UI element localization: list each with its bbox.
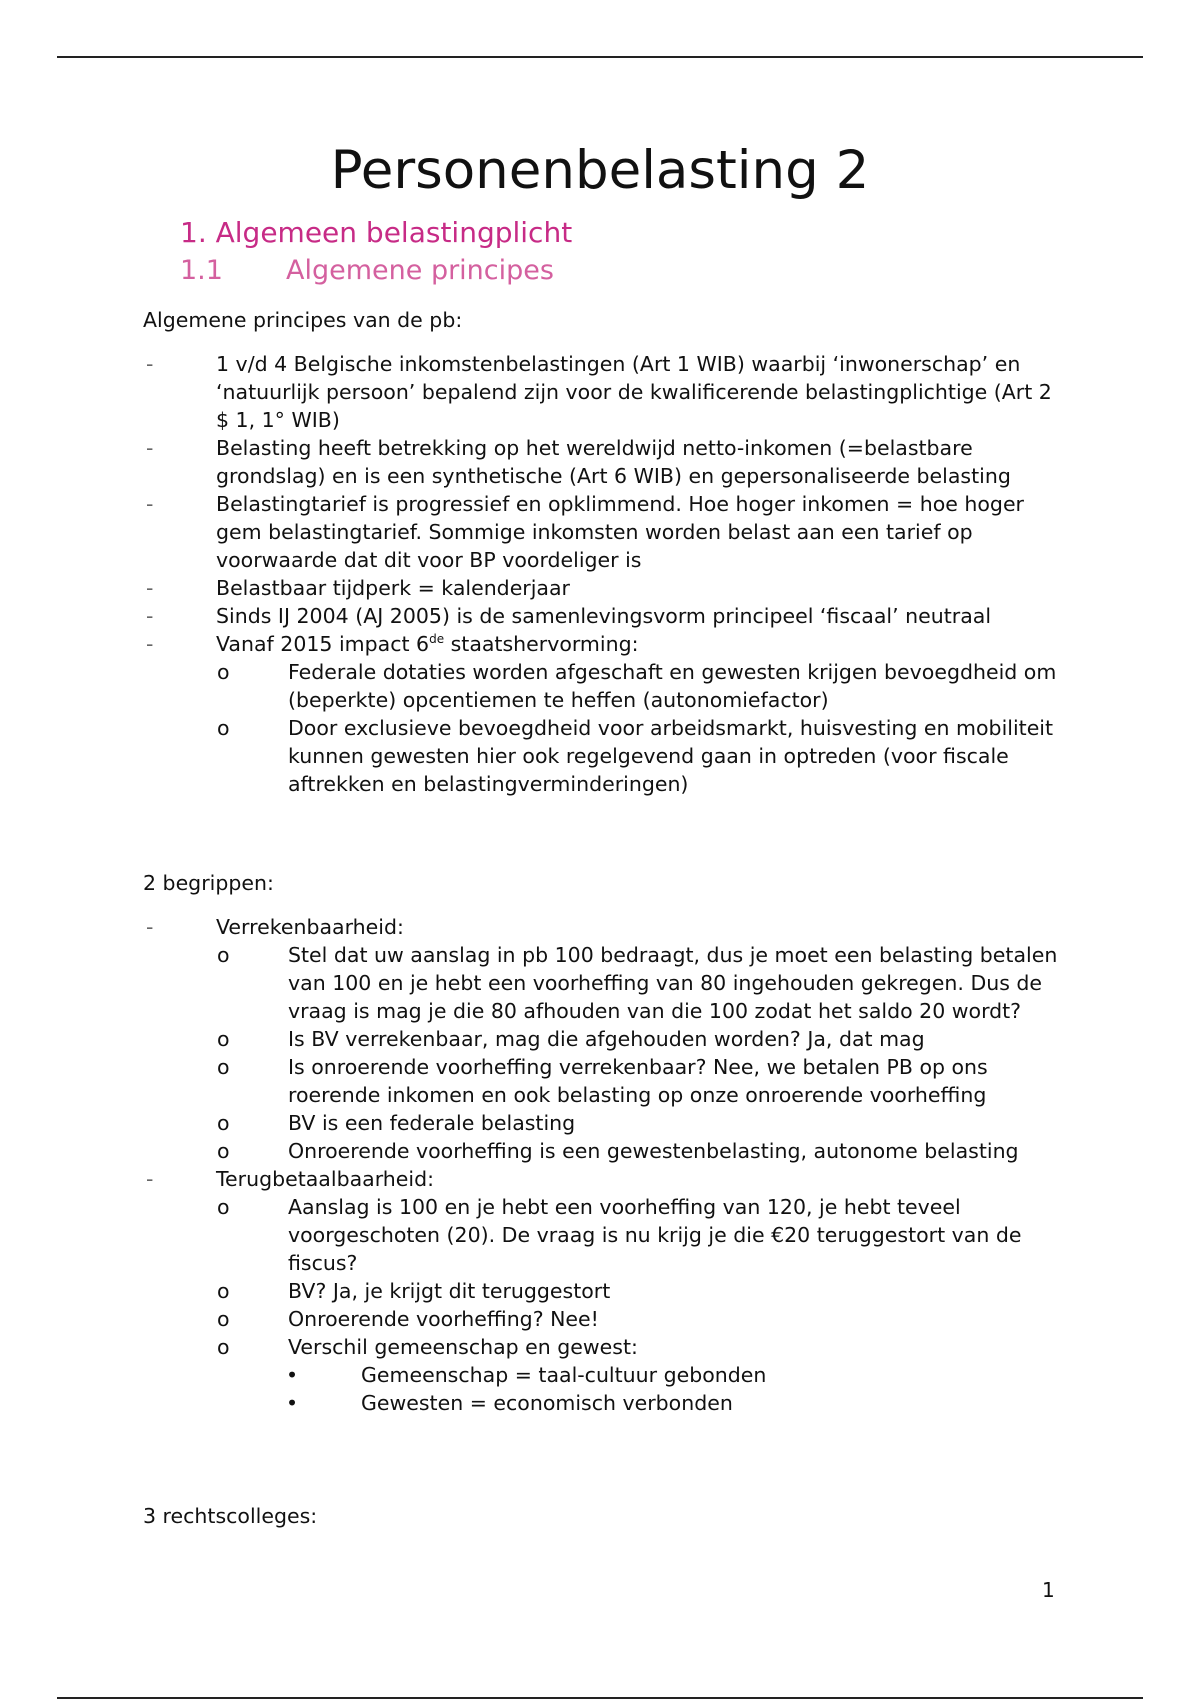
list-item-text: Terugbetaalbaarheid:: [216, 1167, 434, 1191]
circle-bullet: o: [217, 1307, 230, 1331]
circle-bullet: o: [217, 1111, 230, 1135]
sub-list-item: [143, 941, 1063, 1025]
circle-bullet: o: [217, 716, 230, 740]
list-item: [143, 350, 1063, 434]
circle-bullet: o: [217, 1279, 230, 1303]
list-item-text: [216, 632, 639, 656]
sub-list-item: [143, 1137, 1063, 1165]
principes-list: [143, 350, 1063, 798]
circle-bullet: o: [217, 1195, 230, 1219]
begrippen-intro: 2 begrippen:: [143, 871, 274, 895]
sub-list-item: [143, 1109, 1063, 1137]
list-item-text: Gemeenschap = taal-cultuur gebonden: [361, 1363, 767, 1387]
dash-bullet: -: [146, 915, 154, 939]
page-title: Personenbelasting 2: [330, 140, 870, 201]
sub-list-item: [143, 658, 1063, 714]
staatshervorming-suffix: staatshervorming:: [444, 632, 639, 656]
sub-sub-list-item: [143, 1361, 1063, 1389]
circle-bullet: o: [217, 1139, 230, 1163]
header-rule: [57, 56, 1143, 58]
circle-bullet: o: [217, 1335, 230, 1359]
list-item: [143, 602, 1063, 630]
list-item-text: Belastbaar tijdperk = kalenderjaar: [216, 576, 570, 600]
list-item-text: BV is een federale belasting: [288, 1111, 576, 1135]
dash-bullet: -: [146, 352, 154, 376]
list-item-text: Verschil gemeenschap en gewest:: [288, 1335, 638, 1359]
list-item-text: Sinds IJ 2004 (AJ 2005) is de samenlevingsvorm principeel ‘fiscaal’ neutraal: [216, 604, 992, 628]
begrippen-list: [143, 913, 1063, 1417]
dash-bullet: -: [146, 492, 154, 516]
list-item-text: Verrekenbaarheid:: [216, 915, 404, 939]
list-item-text: Belasting heeft betrekking op het wereldwijd netto-inkomen (=belastbare grondslag) en is een synthetische (Art 6 WIB) en gepersonaliseerde belasting: [216, 436, 1011, 488]
list-item-text: Door exclusieve bevoegdheid voor arbeidsmarkt, huisvesting en mobiliteit kunnen gewesten hier ook regelgevend gaan in optreden (voor fiscale aftrekken en belastingverminderingen): [288, 716, 1054, 796]
page-number: 1: [1042, 1578, 1055, 1602]
list-item: [143, 913, 1063, 941]
list-item: [143, 490, 1063, 574]
list-item-text: Federale dotaties worden afgeschaft en gewesten krijgen bevoegdheid om (beperkte) opcentiemen te heffen (autonomiefactor): [288, 660, 1057, 712]
footer-rule: [57, 1697, 1143, 1699]
list-item: [143, 630, 1063, 658]
list-item: [143, 574, 1063, 602]
principes-intro: Algemene principes van de pb:: [143, 308, 463, 332]
list-item-text: Stel dat uw aanslag in pb 100 bedraagt, dus je moet een belasting betalen van 100 en je hebt een voorheffing van 80 ingehouden gekregen. Dus de vraag is mag je die 80 afhouden van die 100 zodat het saldo 20 wordt?: [288, 943, 1058, 1023]
sub-list-item: [143, 1305, 1063, 1333]
list-item-text: Belastingtarief is progressief en opklimmend. Hoe hoger inkomen = hoe hoger gem belastingtarief. Sommige inkomsten worden belast aan een tarief op voorwaarde dat dit voor BP voordeliger is: [216, 492, 1024, 572]
list-item-text: Is onroerende voorheffing verrekenbaar? Nee, we betalen PB op ons roerende inkomen en ook belasting op onze onroerende voorheffing: [288, 1055, 988, 1107]
list-item-text: Is BV verrekenbaar, mag die afgehouden worden? Ja, dat mag: [288, 1027, 925, 1051]
section-heading: 1. Algemeen belastingplicht: [180, 216, 573, 249]
subsection-number: 1.1: [180, 255, 223, 286]
circle-bullet: o: [217, 1055, 230, 1079]
sub-list-item: [143, 714, 1063, 798]
circle-bullet: o: [217, 943, 230, 967]
list-item: [143, 434, 1063, 490]
ordinal-superscript: de: [429, 632, 445, 647]
sub-list-item: [143, 1277, 1063, 1305]
staatshervorming-prefix: Vanaf 2015 impact 6: [216, 632, 430, 656]
list-item-text: Gewesten = economisch verbonden: [361, 1391, 733, 1415]
list-item-text: Onroerende voorheffing is een gewestenbelasting, autonome belasting: [288, 1139, 1019, 1163]
circle-bullet: o: [217, 1027, 230, 1051]
dash-bullet: -: [146, 1167, 154, 1191]
circle-bullet: o: [217, 660, 230, 684]
rechtscolleges-intro: 3 rechtscolleges:: [143, 1504, 318, 1528]
dash-bullet: -: [146, 576, 154, 600]
list-item-text: BV? Ja, je krijgt dit teruggestort: [288, 1279, 611, 1303]
subsection-heading: [180, 254, 554, 288]
sub-list-item: [143, 1193, 1063, 1277]
subsection-title: Algemene principes: [286, 255, 554, 286]
dash-bullet: -: [146, 632, 154, 656]
sub-list-item: [143, 1025, 1063, 1053]
sub-list-item: [143, 1053, 1063, 1109]
sub-sub-list-item: [143, 1389, 1063, 1417]
dot-bullet: •: [286, 1391, 299, 1415]
dash-bullet: -: [146, 604, 154, 628]
list-item-text: Onroerende voorheffing? Nee!: [288, 1307, 599, 1331]
sub-list-item: [143, 1333, 1063, 1361]
dash-bullet: -: [146, 436, 154, 460]
list-item-text: 1 v/d 4 Belgische inkomstenbelastingen (Art 1 WIB) waarbij ‘inwonerschap’ en ‘natuurlijk persoon’ bepalend zijn voor de kwalificerende belastingplichtige (Art 2 $ 1, 1° WIB): [216, 352, 1052, 432]
dot-bullet: •: [286, 1363, 299, 1387]
list-item-text: Aanslag is 100 en je hebt een voorheffing van 120, je hebt teveel voorgeschoten (20). De vraag is nu krijg je die €20 teruggestort van de fiscus?: [288, 1195, 1022, 1275]
list-item: [143, 1165, 1063, 1193]
